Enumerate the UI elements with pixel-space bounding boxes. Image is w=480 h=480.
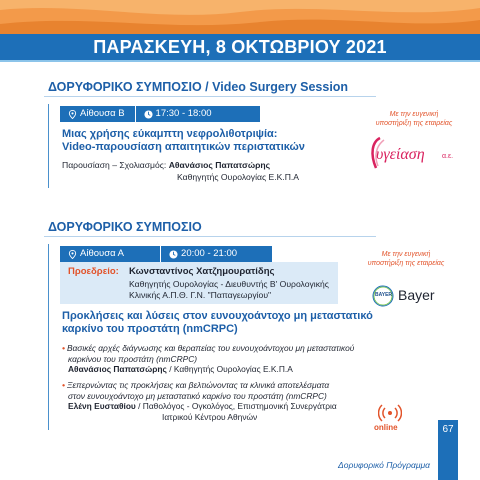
page-number: 67 (442, 424, 454, 435)
chair-affiliation-line2: Κλινικής Α.Π.Θ. Γ.Ν. "Παπαγεωργίου" (129, 290, 272, 300)
sponsor-ygeiasi-suffix: α.ε. (442, 153, 454, 160)
session2-talk-title-line1: Προκλήσεις και λύσεις στον ευνουχοάντοχο μη μεταστατικό (62, 310, 373, 322)
footer-label: Δορυφορικό Πρόγραμμα (338, 460, 430, 470)
bullet-dot: • (62, 343, 65, 353)
session1-title: ΔΟΡΥΦΟΡΙΚΟ ΣΥΜΠΟΣΙΟ / Video Surgery Session (48, 80, 349, 94)
sponsor-note-line1: Με την ευγενική (381, 251, 431, 258)
header-wave-decoration (0, 0, 480, 36)
bayer-logo (372, 284, 462, 308)
sponsor-note-line2: υποστήριξη της εταιρείας (367, 260, 445, 267)
bullet2-speaker: Ελένη Ευσταθίου (68, 401, 136, 411)
session2-talk-title-line2: καρκίνο του προστάτη (nmCRPC) (62, 323, 238, 335)
sponsor-note-line2: υποστήριξη της εταιρείας (375, 120, 453, 127)
bullet2-affiliation: / Παθολόγος - Ογκολόγος, Επιστημονική Συνεργάτρια (135, 401, 337, 411)
session2-rule (44, 236, 376, 237)
online-badge (366, 402, 414, 432)
session1-vertical-line (48, 104, 49, 188)
bullet1-affiliation: / Καθηγητής Ουρολογίας Ε.Κ.Π.Α (166, 364, 293, 374)
chair-affiliation-line1: Καθηγητής Ουρολογίας - Διευθυντής Β' Ουρολογικής (129, 279, 329, 289)
bullet-dot: • (62, 380, 65, 390)
session2-info-bar (60, 246, 272, 262)
session1-time: 17:30 - 18:00 (155, 108, 212, 119)
bullet2-line1: Ξεπερνώντας τις προκλήσεις και βελτιώνοντας τα κλινικά αποτελέσματα (66, 380, 330, 390)
session1-talk-title-line2: Video-παρουσίαση απαιτητικών περιστατικών (62, 141, 305, 153)
session1-rule (44, 96, 376, 97)
bayer-cross-text: BAYER (375, 292, 393, 298)
session2-time: 20:00 - 21:00 (181, 248, 238, 259)
bullet2-line2: στον ευνουχοάντοχο μη μεταστατικό καρκίνο του προστάτη (nmCRPC) (68, 390, 327, 401)
bullet-item-2 (62, 380, 382, 422)
session1-sponsor-note (368, 110, 460, 128)
date-banner: ΠΑΡΑΣΚΕΥΗ, 8 ΟΚΤΩΒΡΙΟΥ 2021 (0, 34, 480, 60)
sponsor-note-line1: Με την ευγενική (389, 111, 439, 118)
clock-icon (169, 250, 178, 259)
banner-underline (0, 60, 480, 62)
bullet2-affiliation-line2: Ιατρικού Κέντρου Αθηνών (162, 411, 258, 422)
presenter-name: Αθανάσιος Παπατσώρης (168, 160, 271, 170)
location-pin-icon (68, 250, 77, 259)
presenter-label: Παρουσίαση – Σχολιασμός: (62, 160, 167, 170)
session2-sponsor-note (360, 250, 452, 268)
page-number-tab (438, 420, 458, 480)
ygeiasi-logo (366, 136, 462, 170)
session1-talk-title-line1: Μιας χρήσης εύκαμπτη νεφρολιθοτριψία: (62, 128, 278, 140)
sponsor-ygeiasi-name: υγείαση (376, 146, 425, 163)
session2-vertical-line (48, 244, 49, 430)
sponsor-bayer-name: Bayer (398, 287, 435, 303)
online-label: online (374, 423, 398, 432)
session1-room: Αίθουσα Β (80, 108, 125, 119)
bullet1-speaker: Αθανάσιος Παπατσώρης (68, 364, 167, 374)
bullet-item-1 (62, 343, 382, 375)
location-pin-icon (68, 110, 77, 119)
clock-icon (144, 110, 153, 119)
session1-info-bar (60, 106, 260, 122)
session2-title: ΔΟΡΥΦΟΡΙΚΟ ΣΥΜΠΟΣΙΟ (48, 220, 202, 234)
chair-name: Κωνσταντίνος Χατζημουρατίδης (129, 266, 275, 277)
bullet1-line1: Βασικές αρχές διάγνωσης και θεραπείας του ευνουχοάντοχου μη μεταστατικού (66, 343, 355, 353)
session1-presenter (62, 160, 270, 171)
chair-label: Προεδρείο: (68, 266, 119, 277)
broadcast-icon (378, 402, 402, 424)
session2-room: Αίθουσα Α (80, 248, 125, 259)
session1-presenter-affiliation: Καθηγητής Ουρολογίας Ε.Κ.Π.Α (177, 172, 300, 182)
bullet1-line2: καρκίνου του προστάτη (nmCRPC) (68, 353, 198, 364)
